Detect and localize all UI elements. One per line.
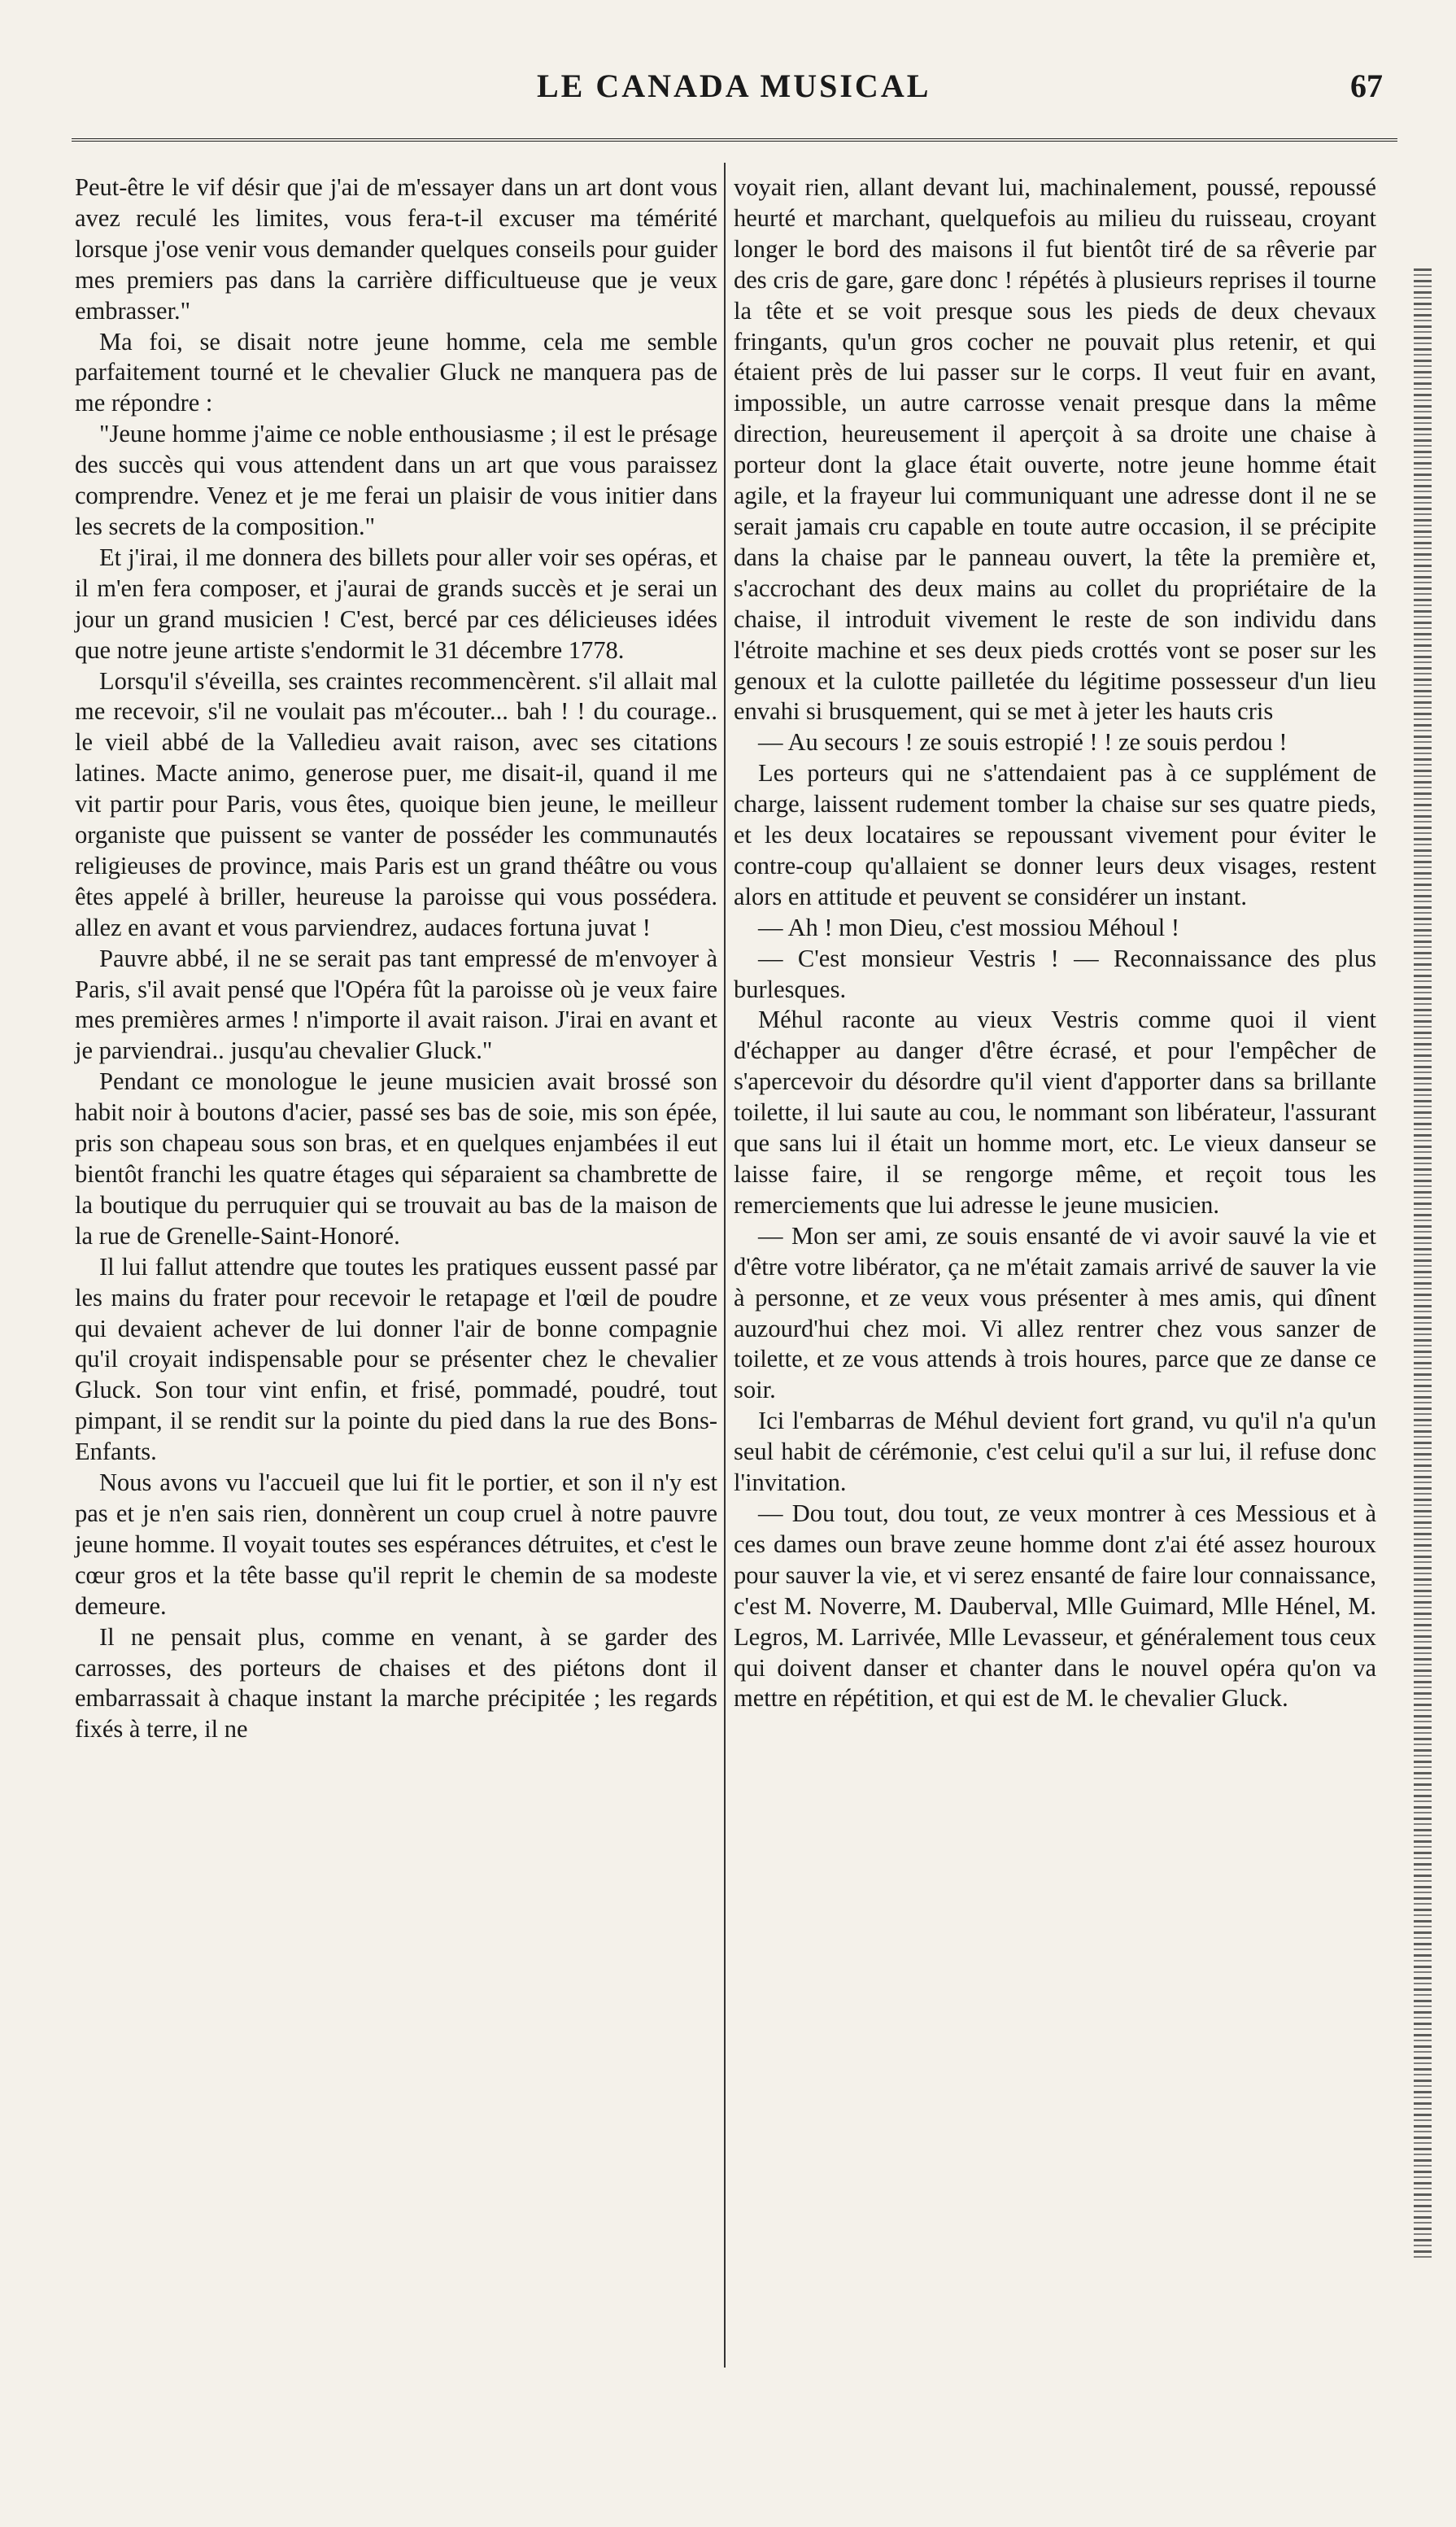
- paragraph: — Au secours ! ze souis estropié ! ! ze souis perdou !: [758, 728, 1288, 757]
- paragraph: Peut-être le vif désir que j'ai de m'essayer dans un art dont vous avez reculé les limites, vous fera-t-il excuser ma témérité lorsque j'ose venir vous demander quelques conseils pour guider mes premiers pas dans la carrière difficultueuse que je veux embrasser.": [75, 173, 717, 325]
- paragraph: Pendant ce monologue le jeune musicien avait brossé son habit noir à boutons d'acier, passé ses bas de soie, mis son épée, pris son chapeau sous son bras, et en quelques enjambées il eut bientôt franchi les quatre étages qui séparaient sa chambrette de la boutique du perruquier qui se trouvait au bas de la maison de la rue de Grenelle-Saint-Honoré.: [75, 1067, 717, 1250]
- running-title: LE CANADA MUSICAL: [537, 68, 931, 104]
- paragraph: Lorsqu'il s'éveilla, ses craintes recommencèrent. s'il allait mal me recevoir, s'il ne voulait pas m'écouter... bah ! ! du courage.. le vieil abbé de la Valledieu avait raison, avec ses citations latines. Macte animo, generose puer, me disait-il, quand il me vit partir pour Paris, vous êtes, quoique bien jeune, le meilleur organiste que puissent se vanter de posséder les communautés religieuses de province, mais Paris est un grand théâtre ou vous êtes appelé à briller, heureuse la paroisse qui vous possédera. allez en avant et vous parviendrez, audaces fortuna juvat !: [75, 666, 717, 941]
- paragraph: "Jeune homme j'aime ce noble enthousiasme ; il est le présage des succès qui vous attendent dans un art que vous paraissez comprendre. Venez et je me ferai un plaisir de vous initier dans les secrets de la composition.": [75, 420, 717, 540]
- paragraph: Pauvre abbé, il ne se serait pas tant empressé de m'envoyer à Paris, s'il avait pensé que l'Opéra fût la paroisse où je veux faire mes premières armes ! n'importe il avait raison. J'irai en avant et je parviendrai.. jusqu'au chevalier Gluck.": [75, 944, 717, 1065]
- paragraph: Ma foi, se disait notre jeune homme, cela me semble parfaitement tourné et le chevalier Gluck ne manquera pas de me répondre :: [75, 327, 717, 417]
- paragraph: voyait rien, allant devant lui, machinalement, poussé, repoussé heurté et marchant, quelquefois au milieu du ruisseau, croyant longer le bord des maisons il fut bientôt tiré de sa rêverie par des cris de gare, gare donc ! répétés à plusieurs reprises il tourne la tête et se voit presque sous les pieds de deux chevaux fringants, qu'un gros cocher ne pouvait plus retenir, et qui étaient près de lui passer sur le corps. Il veut fuir en avant, impossible, un autre carrosse venait presque dans la même direction, heureusement il aperçoit à sa droite une chaise à porteur dont la glace était ouverte, notre jeune homme était agile, et la frayeur lui communiquant une adresse dont il ne se serait jamais cru capable en toute autre occasion, il se précipite dans la chaise par le panneau ouvert, la tête la première et, s'accrochant des deux mains au collet du propriétaire de la chaise, il introduit vivement le reste de son individu dans l'étroite machine et ses deux pieds crottés vont se poser sur les genoux et la culotte pailletée du légitime possesseur d'un lieu envahi si brusquement, qui se met à jeter les hauts cris: [734, 173, 1376, 726]
- paragraph: — Dou tout, dou tout, ze veux montrer à ces Messious et à ces dames oun brave zeune homme dont z'ai été assez houroux pour sauver la vie, et vi serez ensanté de faire lour connaissance, c'est M. Noverre, M. Dauberval, Mlle Guimard, Mlle Hénel, M. Legros, M. Larrivée, Mlle Levasseur, et généralement tous ceux qui doivent danser et chanter dans le nouvel opéra qu'on va mettre en répétition, et qui est de M. le chevalier Gluck.: [734, 1499, 1376, 1713]
- column-divider: [724, 163, 726, 2368]
- page-number: 67: [1350, 68, 1383, 104]
- page-header: [65, 67, 1399, 116]
- left-column: [75, 172, 717, 1745]
- paragraph: Nous avons vu l'accueil que lui fit le portier, et son il n'y est pas et je n'en sais rien, donnèrent un coup cruel à notre pauvre jeune homme. Il voyait toutes ses espérances détruites, et c'est le cœur gros et la tête basse qu'il reprit le chemin de sa modeste demeure.: [75, 1469, 717, 1620]
- paragraph: — Ah ! mon Dieu, c'est mossiou Méhoul !: [758, 913, 1180, 941]
- paragraph: Méhul raconte au vieux Vestris comme quoi il vient d'échapper au danger d'être écrasé, et pour l'empêcher de s'apercevoir du désordre qu'il vient d'apporter dans sa brillante toilette, il lui saute au cou, le nommant son libérateur, l'assurant que sans lui il était un homme mort, etc. Le vieux danseur se laisse faire, il se rengorge même, et reçoit tous les remerciements que lui adresse le jeune musicien.: [734, 1006, 1376, 1219]
- paragraph: Il ne pensait plus, comme en venant, à se garder des carrosses, des porteurs de chaises et des piétons dont il embarrassait à chaque instant la marche précipitée ; les regards fixés à terre, il ne: [75, 1622, 717, 1744]
- right-column: [734, 172, 1376, 1714]
- binding-edge-strip: [1414, 268, 1432, 2262]
- paragraph: Il lui fallut attendre que toutes les pratiques eussent passé par les mains du frater pour recevoir le retapage et l'œil de poudre qui devaient achever de lui donner l'air de bonne compagnie qu'il croyait indispensable pour se présenter chez le chevalier Gluck. Son tour vint enfin, et frisé, pommadé, poudré, tout pimpant, il se rendit sur la pointe du pied dans la rue des Bons-Enfants.: [75, 1252, 717, 1466]
- paragraph: Et j'irai, il me donnera des billets pour aller voir ses opéras, et il m'en fera composer, et j'aurai de grands succès et je serai un jour un grand musicien ! C'est, bercé par ces délicieuses idées que notre jeune artiste s'endormit le 31 décembre 1778.: [75, 543, 717, 664]
- header-rule: [72, 138, 1397, 142]
- paragraph: — Mon ser ami, ze souis ensanté de vi avoir sauvé la vie et d'être votre libérator, ça ne m'était zamais arrivé de sauver la vie à personne, et ze veux vous présenter à mes amis, qui dînent auzourd'hui chez moi. Vi allez rentrer chez vous sanzer de toilette, et ze vous attends à trois houres, parce que ze danse ce soir.: [734, 1221, 1376, 1404]
- paragraph: Les porteurs qui ne s'attendaient pas à ce supplément de charge, laissent rudement tomber la chaise sur ses quatre pieds, et les deux locataires se repoussant vivement pour éviter le contre-coup qu'allaient se donner leurs deux visages, restent alors en attitude et peuvent se considérer un instant.: [734, 759, 1376, 910]
- paragraph: Ici l'embarras de Méhul devient fort grand, vu qu'il n'a qu'un seul habit de cérémonie, c'est celui qu'il a sur lui, il refuse donc l'invitation.: [734, 1407, 1376, 1497]
- paragraph: — C'est monsieur Vestris ! — Reconnaissance des plus burlesques.: [734, 944, 1376, 1003]
